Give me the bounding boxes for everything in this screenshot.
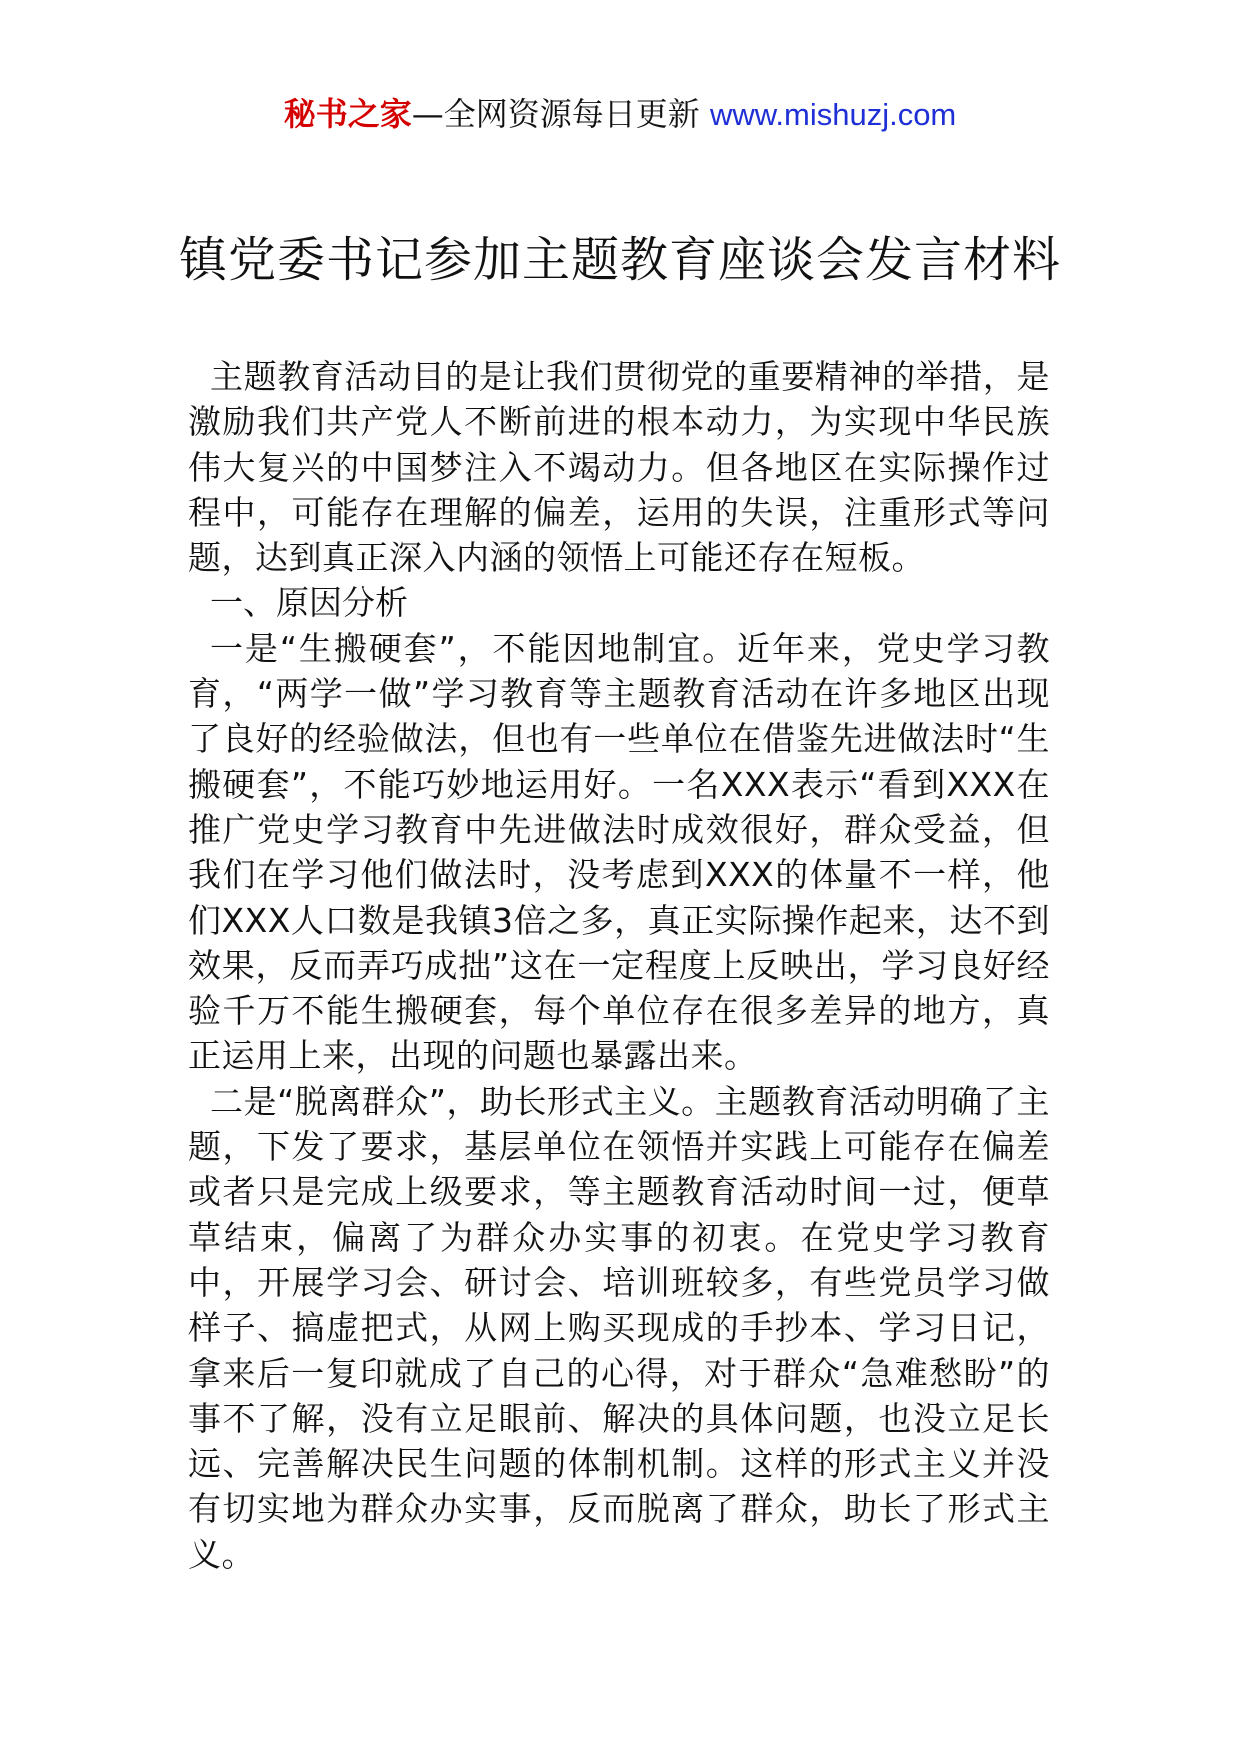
intro-paragraph: 主题教育活动目的是让我们贯彻党的重要精神的举措，是激励我们共产党人不断前进的根本动力，为实现中华民族伟大复兴的中国梦注入不竭动力。但各地区在实际操作过程中，可能存在理解的偏差，运用的失误，注重形式等问题，达到真正深入内涵的领悟上可能还存在短板。 (188, 357, 1050, 578)
site-brand: 秘书之家 (283, 95, 412, 133)
document-title: 镇党委书记参加主题教育座谈会发言材料 (178, 232, 1061, 288)
site-header (0, 92, 1240, 137)
section-heading-cause-analysis: 一、原因分析 (210, 583, 408, 623)
site-tagline: —全网资源每日更新 (411, 95, 710, 133)
point-two-paragraph: 二是“脱离群众”，助长形式主义。主题教育活动明确了主题，下发了要求，基层单位在领悟并实践上可能存在偏差或者只是完成上级要求，等主题教育活动时间一过，便草草结束，偏离了为群众办实事的初衷。在党史学习教育中，开展学习会、研讨会、培训班较多，有些党员学习做样子、搞虚把式，从网上购买现成的手抄本、学习日记，拿来后一复印就成了自己的心得，对于群众“急难愁盼”的事不了解，没有立足眼前、解决的具体问题，也没立足长远、完善解决民生问题的体制机制。这样的形式主义并没有切实地为群众办实事，反而脱离了群众，助长了形式主义。 (188, 1081, 1050, 1574)
site-url-link[interactable]: www.mishuzj.com (709, 97, 957, 132)
point-one-paragraph: 一是“生搬硬套”，不能因地制宜。近年来，党史学习教育，“两学一做”学习教育等主题教育活动在许多地区出现了良好的经验做法，但也有一些单位在借鉴先进做法时“生搬硬套”，不能巧妙地运用好。一名XXX表示“看到XXX在推广党史学习教育中先进做法时成效很好，群众受益，但我们在学习他们做法时，没考虑到XXX的体量不一样，他们XXX人口数是我镇3倍之多，真正实际操作起来，达不到效果，反而弄巧成拙”这在一定程度上反映出，学习良好经验千万不能生搬硬套，每个单位存在很多差异的地方，真正运用上来，出现的问题也暴露出来。 (188, 628, 1050, 1076)
document-body (188, 354, 1050, 1577)
